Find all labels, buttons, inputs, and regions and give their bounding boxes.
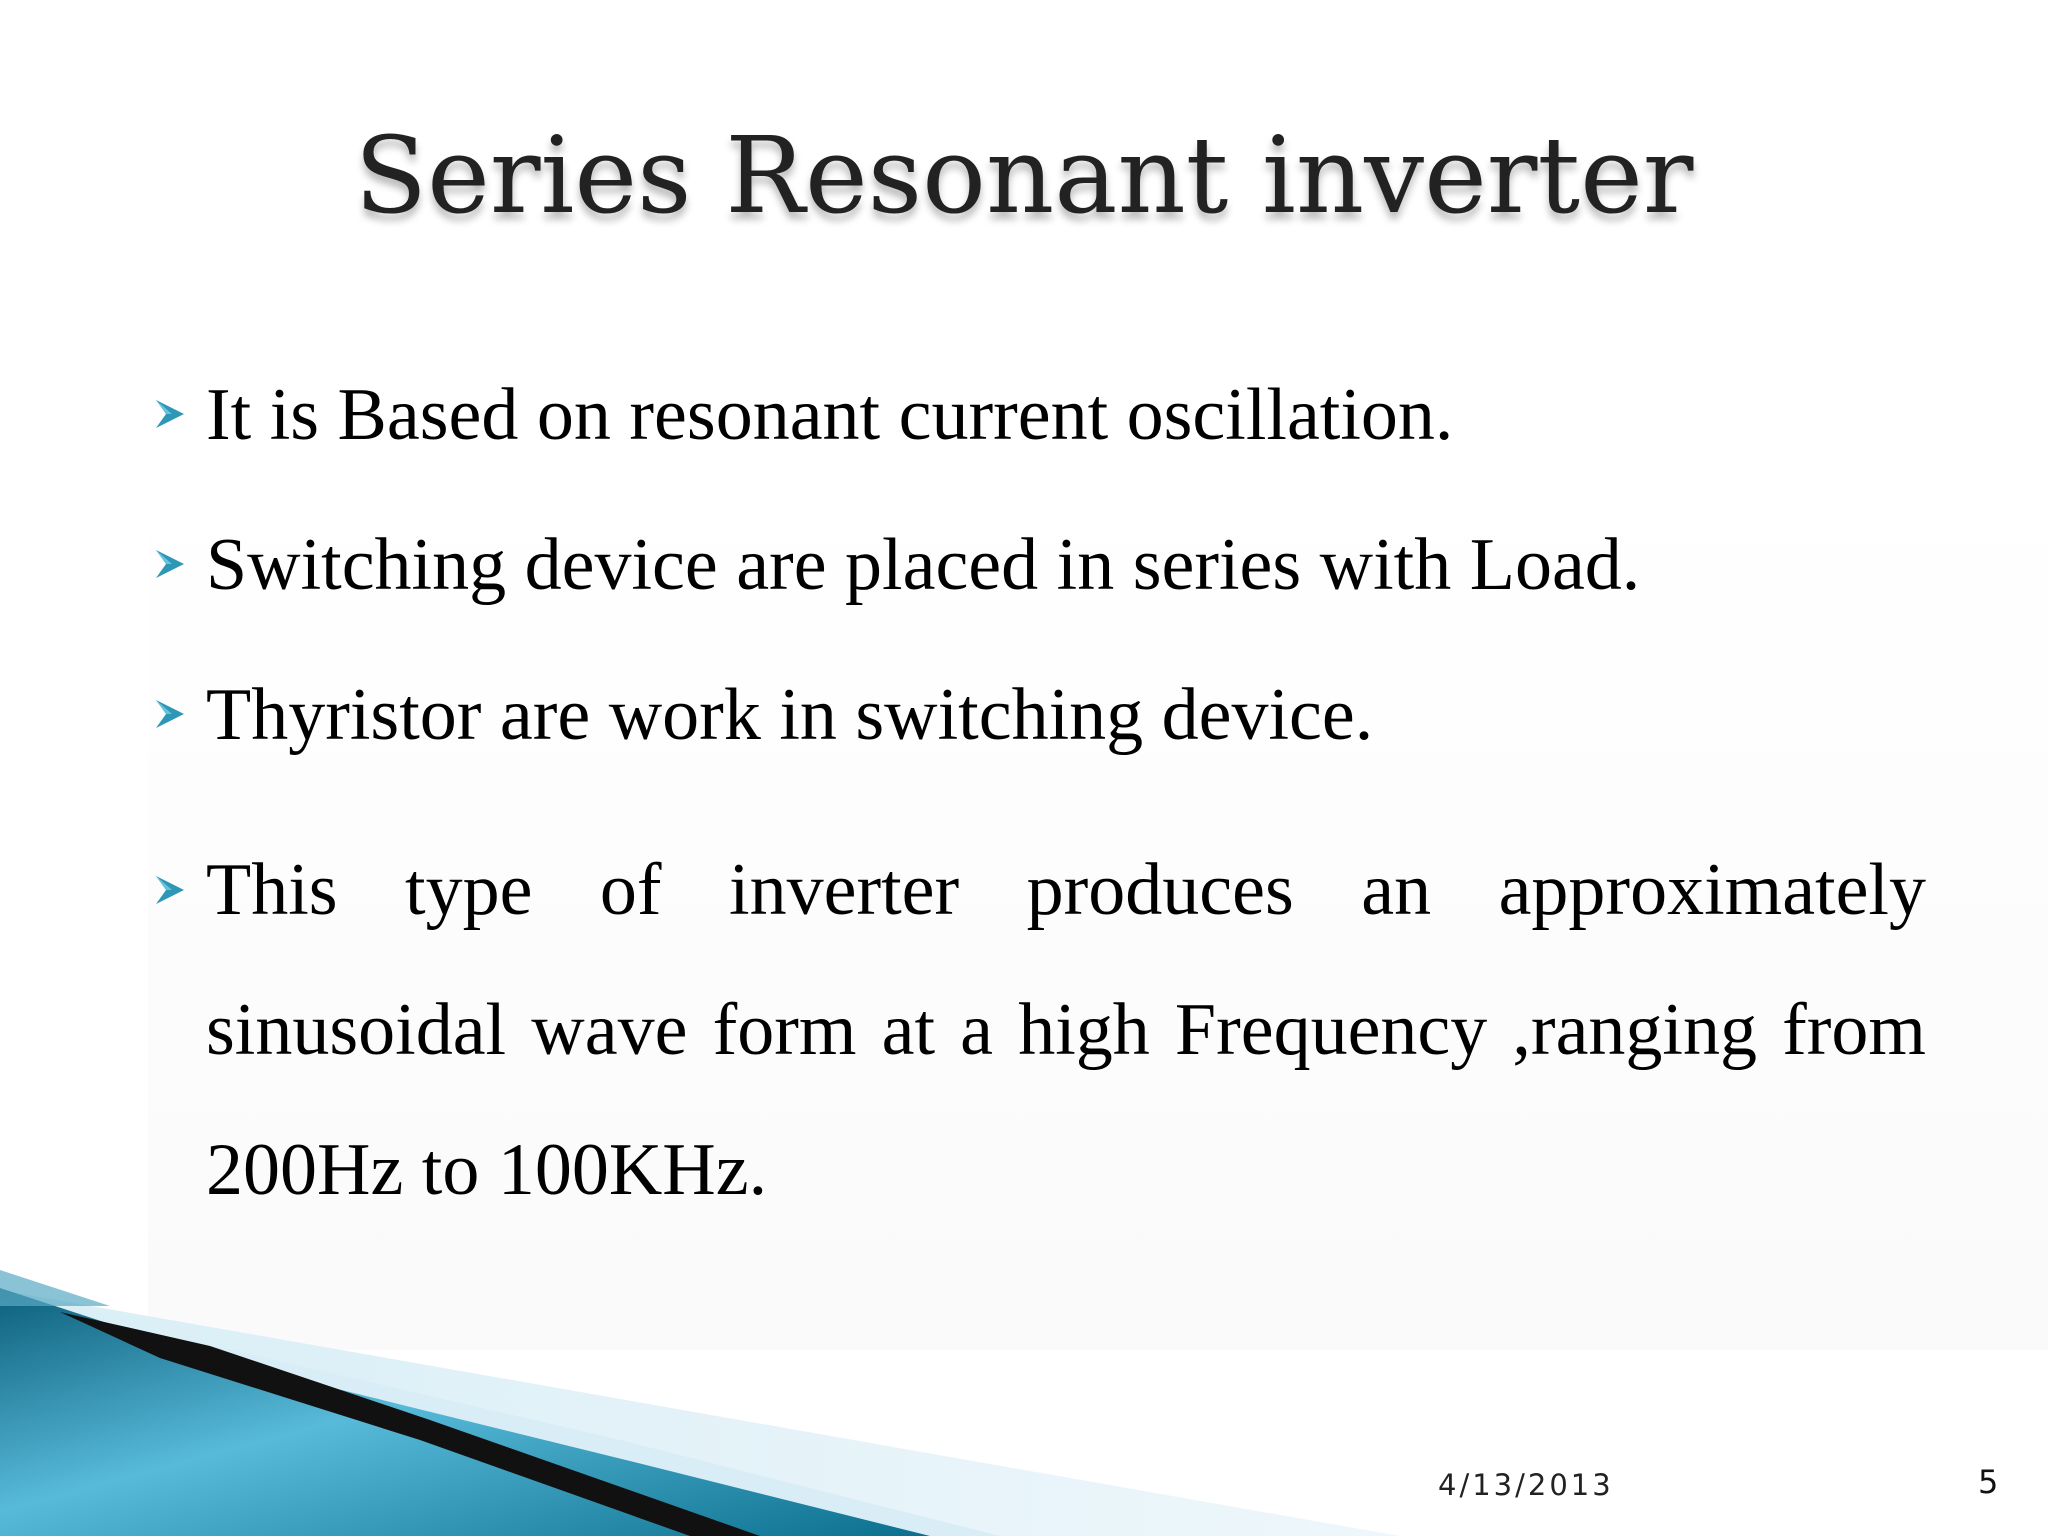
bullet-item-1 — [148, 370, 1926, 460]
bullet-text-4: This type of inverter produces an approximately sinusoidal wave form at a high Frequency ,ranging from 200Hz to 100KHz. — [206, 849, 1926, 1211]
footer-date: 4/13/2013 — [1438, 1468, 1614, 1502]
bullet-item-4 — [148, 820, 1926, 1240]
slide-title: Series Resonant inverter — [354, 114, 1694, 237]
bullet-item-2 — [148, 520, 1926, 610]
bullet-item-3 — [148, 670, 1926, 760]
bullet-text-2: Switching device are placed in series with Load. — [206, 524, 1641, 606]
arrowhead-bullet-icon — [152, 548, 186, 580]
bullet-text-1: It is Based on resonant current oscillation. — [206, 374, 1454, 456]
arrowhead-bullet-icon — [152, 398, 186, 430]
bullet-list — [148, 370, 1926, 1240]
blue-swoosh-decoration — [0, 1270, 1400, 1536]
bullet-text-3: Thyristor are work in switching device. — [206, 674, 1374, 756]
arrowhead-bullet-icon — [152, 698, 186, 730]
arrowhead-bullet-icon — [152, 874, 186, 906]
page-number: 5 — [1978, 1463, 1999, 1501]
